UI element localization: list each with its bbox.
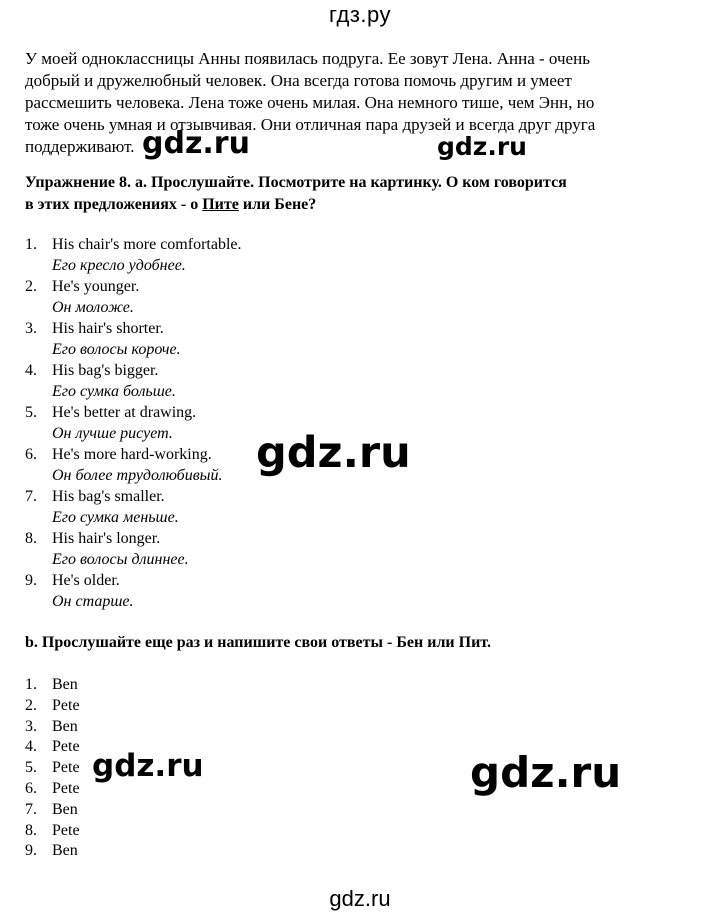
intro-line: тоже очень умная и отзывчивая. Они отличная пара друзей и всегда друг друга: [25, 115, 596, 134]
answer-number: 5.: [25, 759, 37, 777]
answer-item: [25, 758, 80, 779]
item-english: He's older.: [52, 572, 120, 589]
site-footer: gdz.ru: [329, 886, 391, 911]
intro-line: поддерживают.: [25, 137, 135, 156]
item-translation: Его сумка меньше.: [52, 509, 179, 526]
exercise-b-answers: [25, 675, 80, 862]
item-translation: Он лучше рисует.: [52, 425, 173, 442]
list-item: [25, 444, 241, 486]
item-english: He's younger.: [52, 278, 140, 295]
item-translation: Он моложе.: [52, 299, 134, 316]
list-item: [25, 402, 241, 444]
answer-item: [25, 737, 80, 758]
heading-underlined-name: Пите: [202, 196, 239, 213]
exercise-b-heading: b. Прослушайте еще раз и напишите свои ответы - Бен или Пит.: [25, 634, 491, 651]
watermark: gdz.ru: [256, 428, 411, 478]
item-number: 4.: [25, 362, 37, 379]
item-translation: Он старше.: [52, 593, 134, 610]
answer-number: 8.: [25, 821, 37, 839]
answer-text: Pete: [52, 779, 80, 797]
item-translation: Его сумка больше.: [52, 383, 176, 400]
item-number: 7.: [25, 488, 37, 505]
intro-line: добрый и дружелюбный человек. Она всегда готова помочь другим и умеет: [25, 71, 572, 90]
answer-item: [25, 779, 80, 800]
list-item: [25, 570, 241, 612]
list-item: [25, 360, 241, 402]
answer-text: Pete: [52, 696, 80, 714]
heading-text: в этих предложениях - о: [25, 196, 203, 213]
exercise-a-list: [25, 234, 241, 612]
item-english: His hair's shorter.: [52, 320, 164, 337]
item-translation: Его волосы длиннее.: [52, 551, 189, 568]
answer-text: Ben: [52, 800, 78, 818]
answer-number: 7.: [25, 800, 37, 818]
item-english: His chair's more comfortable.: [52, 236, 242, 253]
list-item: [25, 486, 241, 528]
answer-number: 6.: [25, 779, 37, 797]
watermark: gdz.ru: [470, 748, 622, 797]
exercise-a-heading: [25, 172, 705, 216]
item-translation: Его кресло удобнее.: [52, 257, 186, 274]
item-number: 2.: [25, 278, 37, 295]
item-english: His bag's bigger.: [52, 362, 159, 379]
answer-item: [25, 696, 80, 717]
intro-paragraph: [25, 48, 695, 158]
list-item: [25, 276, 241, 318]
answer-item: [25, 841, 80, 862]
item-english: His hair's longer.: [52, 530, 161, 547]
heading-text: или Бене?: [238, 196, 317, 213]
watermark: gdz.ru: [437, 132, 527, 161]
item-number: 9.: [25, 572, 37, 589]
answer-number: 9.: [25, 842, 37, 860]
intro-line: рассмешить человека. Лена тоже очень милая. Она немного тише, чем Энн, но: [25, 93, 595, 112]
exercise-a-heading-line2: [25, 194, 705, 216]
answer-item: [25, 717, 80, 738]
answer-text: Ben: [52, 717, 78, 735]
answer-text: Pete: [52, 738, 80, 756]
list-item: [25, 318, 241, 360]
exercise-a-heading-line1: Упражнение 8. а. Прослушайте. Посмотрите на картинку. О ком говорится: [25, 174, 567, 191]
answer-item: [25, 821, 80, 842]
item-number: 6.: [25, 446, 37, 463]
answer-number: 1.: [25, 676, 37, 693]
item-english: He's better at drawing.: [52, 404, 197, 421]
answer-text: Ben: [52, 842, 78, 860]
item-english: His bag's smaller.: [52, 488, 165, 505]
item-number: 3.: [25, 320, 37, 337]
site-header: гдз.ру: [328, 2, 392, 27]
watermark: gdz.ru: [92, 748, 204, 784]
answer-item: [25, 800, 80, 821]
answer-item: [25, 675, 80, 696]
list-item: [25, 528, 241, 570]
answer-number: 2.: [25, 696, 37, 714]
answer-number: 3.: [25, 717, 37, 735]
answer-text: Pete: [52, 759, 80, 777]
item-english: He's more hard-working.: [52, 446, 212, 463]
answer-text: Pete: [52, 821, 80, 839]
item-number: 8.: [25, 530, 37, 547]
intro-line: У моей одноклассницы Анны появилась подруга. Ее зовут Лена. Анна - очень: [25, 49, 590, 68]
answer-number: 4.: [25, 738, 37, 756]
item-translation: Он более трудолюбивый.: [52, 467, 223, 484]
item-number: 5.: [25, 404, 37, 421]
answer-text: Ben: [52, 676, 78, 693]
item-translation: Его волосы короче.: [52, 341, 181, 358]
watermark: gdz.ru: [142, 126, 250, 161]
list-item: [25, 234, 241, 276]
item-number: 1.: [25, 236, 37, 253]
